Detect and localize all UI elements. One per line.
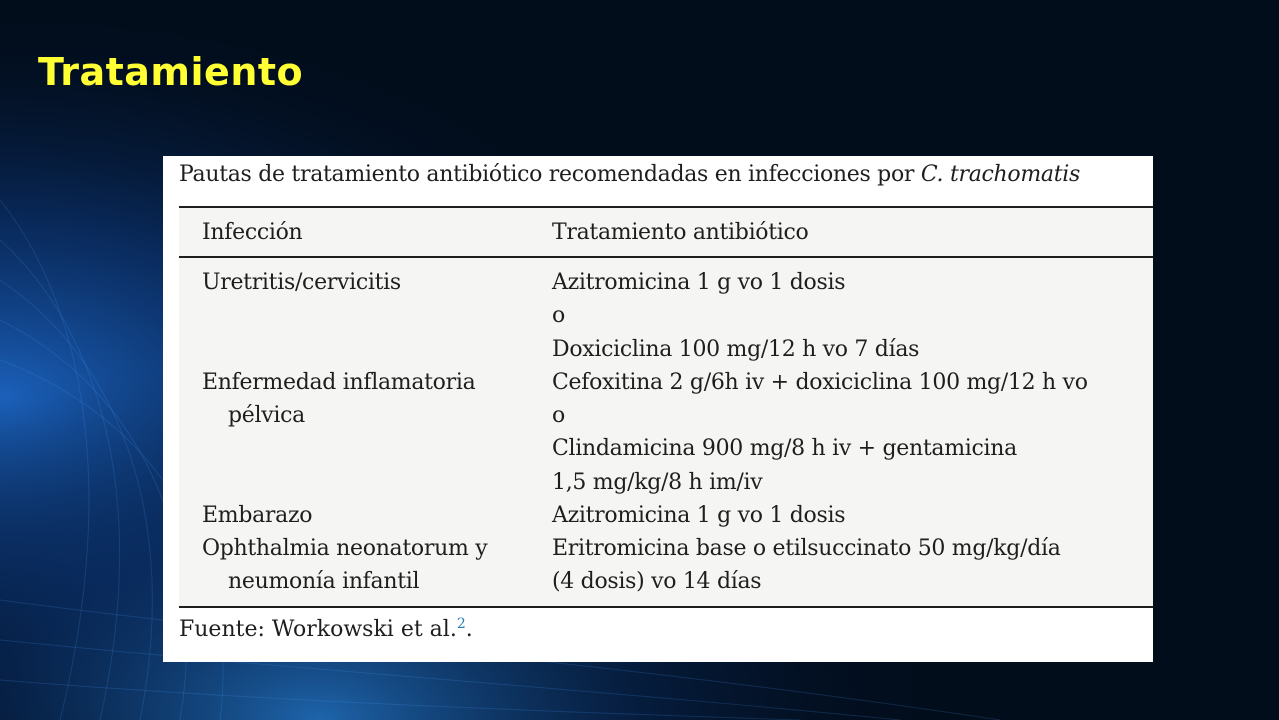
- row-1-treatment-line-3: Doxiciclina 100 mg/12 h vo 7 días: [552, 337, 920, 362]
- source-suffix: .: [465, 617, 473, 642]
- row-2-treatment-line-1: Cefoxitina 2 g/6h iv + doxiciclina 100 mg/12 h vo: [552, 370, 1088, 395]
- header-treatment: Tratamiento antibiótico: [552, 220, 809, 245]
- row-4-infection-line-1: Ophthalmia neonatorum y: [202, 536, 488, 561]
- header-infection: Infección: [202, 220, 303, 245]
- row-3-treatment-line-1: Azitromicina 1 g vo 1 dosis: [552, 503, 846, 528]
- source-text: Fuente: Workowski et al.: [179, 617, 457, 642]
- table-caption-species: C. trachomatis: [920, 162, 1081, 187]
- table-header-row: [179, 208, 1153, 258]
- row-4-treatment-line-1: Eritromicina base o etilsuccinato 50 mg/kg/día: [552, 536, 1061, 561]
- slide-title: Tratamiento: [38, 50, 304, 94]
- source-reference-link[interactable]: 2: [456, 616, 466, 632]
- table-caption: [179, 162, 1080, 187]
- row-1-infection: Uretritis/cervicitis: [202, 270, 401, 295]
- treatment-table-figure: [163, 156, 1153, 662]
- row-2-treatment-line-2: o: [552, 403, 565, 428]
- row-2-infection-line-1: Enfermedad inflamatoria: [202, 370, 476, 395]
- row-3-infection: Embarazo: [202, 503, 313, 528]
- treatment-table: [179, 206, 1153, 608]
- row-1-treatment-line-2: o: [552, 303, 565, 328]
- row-4-treatment-line-2: (4 dosis) vo 14 días: [552, 569, 762, 594]
- row-1-treatment-line-1: Azitromicina 1 g vo 1 dosis: [552, 270, 846, 295]
- table-source: [179, 616, 473, 642]
- row-2-treatment-line-3: Clindamicina 900 mg/8 h iv + gentamicina: [552, 436, 1017, 461]
- row-2-infection-line-2: pélvica: [228, 403, 305, 428]
- row-4-infection-line-2: neumonía infantil: [228, 569, 420, 594]
- row-2-treatment-line-4: 1,5 mg/kg/8 h im/iv: [552, 470, 763, 495]
- table-caption-text: Pautas de tratamiento antibiótico recomendadas en infecciones por: [179, 162, 921, 187]
